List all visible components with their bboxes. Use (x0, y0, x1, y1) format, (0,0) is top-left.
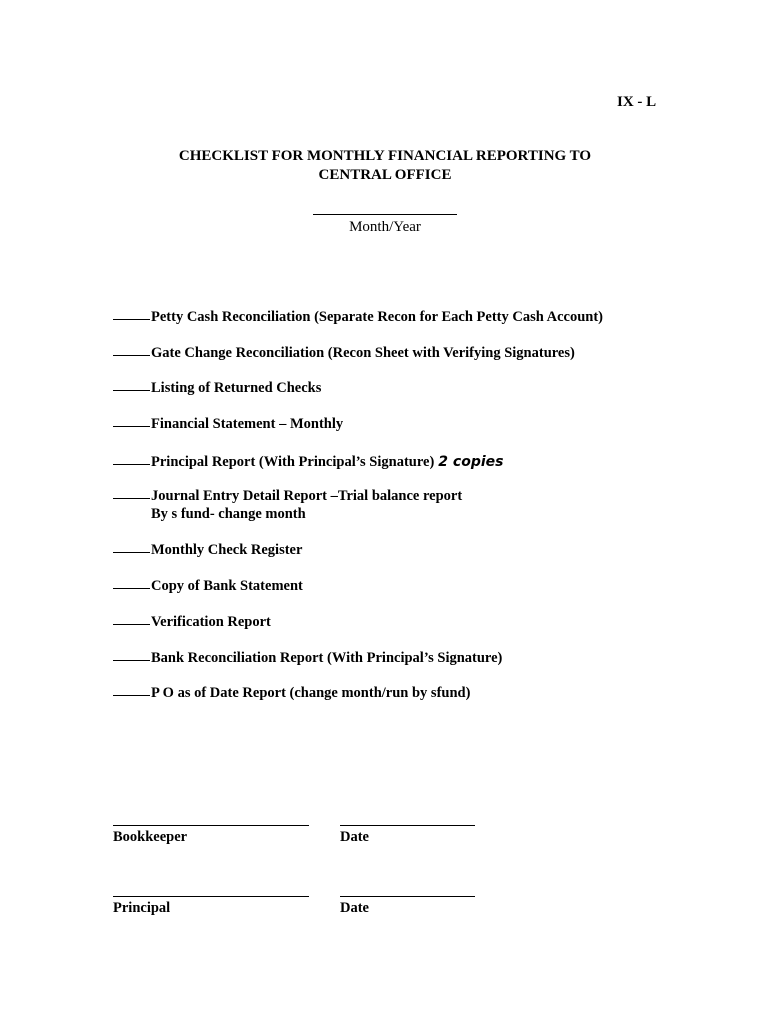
checklist-item-bank-reconciliation (113, 649, 713, 667)
checkbox-blank-line[interactable] (113, 463, 150, 465)
checklist-item-label: Gate Change Reconciliation (Recon Sheet with Verifying Signatures) (151, 345, 575, 361)
checklist-item-label-continuation: By s fund- change month (151, 506, 306, 522)
checkbox-blank-line[interactable] (113, 694, 150, 696)
checklist-item-po-report (113, 684, 713, 702)
checklist-item-label: P O as of Date Report (change month/run by sfund) (151, 685, 471, 701)
page-identifier: IX - L (617, 94, 657, 110)
month-year-blank-line[interactable] (313, 214, 457, 215)
bookkeeper-date-line[interactable] (340, 825, 475, 826)
checkbox-blank-line[interactable] (113, 425, 150, 427)
checkbox-blank-line[interactable] (113, 354, 150, 356)
checklist-item-label: Verification Report (151, 614, 271, 630)
checklist (113, 308, 713, 702)
checkbox-blank-line[interactable] (113, 389, 150, 391)
bookkeeper-signature-line[interactable] (113, 825, 309, 826)
checklist-item-label: Monthly Check Register (151, 542, 303, 558)
checklist-item-financial-statement (113, 415, 713, 433)
checkbox-blank-line[interactable] (113, 551, 150, 553)
checklist-item-label: Bank Reconciliation Report (With Principal’s Signature) (151, 650, 503, 666)
checklist-item-gate-change (113, 344, 713, 362)
bookkeeper-label: Bookkeeper (113, 829, 188, 845)
checkbox-blank-line[interactable] (113, 623, 150, 625)
checkbox-blank-line[interactable] (113, 587, 150, 589)
checklist-item-verification-report (113, 613, 713, 631)
checkbox-blank-line[interactable] (113, 318, 150, 320)
checklist-item-label: Petty Cash Reconciliation (Separate Recon for Each Petty Cash Account) (151, 309, 603, 325)
document-title-line-1: CHECKLIST FOR MONTHLY FINANCIAL REPORTING TO (178, 148, 592, 164)
checklist-item-label: Journal Entry Detail Report –Trial balance report (151, 488, 463, 504)
checklist-item-label: Listing of Returned Checks (151, 380, 322, 396)
checklist-item-principal-report (113, 453, 713, 471)
bookkeeper-date-label: Date (340, 829, 369, 845)
checklist-item-label: Principal Report (With Principal’s Signature) (151, 454, 435, 470)
checklist-item-check-register (113, 541, 713, 559)
checkbox-blank-line[interactable] (113, 659, 150, 661)
document-title-line-2: CENTRAL OFFICE (318, 167, 452, 183)
checklist-item-label: Financial Statement – Monthly (151, 416, 344, 432)
month-year-label: Month/Year (349, 219, 421, 235)
handwritten-note: 2 copies (438, 454, 504, 470)
checklist-item-journal-entry (113, 487, 713, 523)
principal-signature-line[interactable] (113, 896, 309, 897)
document-title (0, 147, 770, 185)
checklist-item-bank-statement (113, 577, 713, 595)
checklist-item-petty-cash (113, 308, 713, 326)
principal-date-line[interactable] (340, 896, 475, 897)
principal-label: Principal (113, 900, 171, 916)
checklist-item-returned-checks (113, 379, 713, 397)
principal-date-label: Date (340, 900, 369, 916)
checkbox-blank-line[interactable] (113, 497, 150, 499)
checklist-item-label: Copy of Bank Statement (151, 578, 303, 594)
